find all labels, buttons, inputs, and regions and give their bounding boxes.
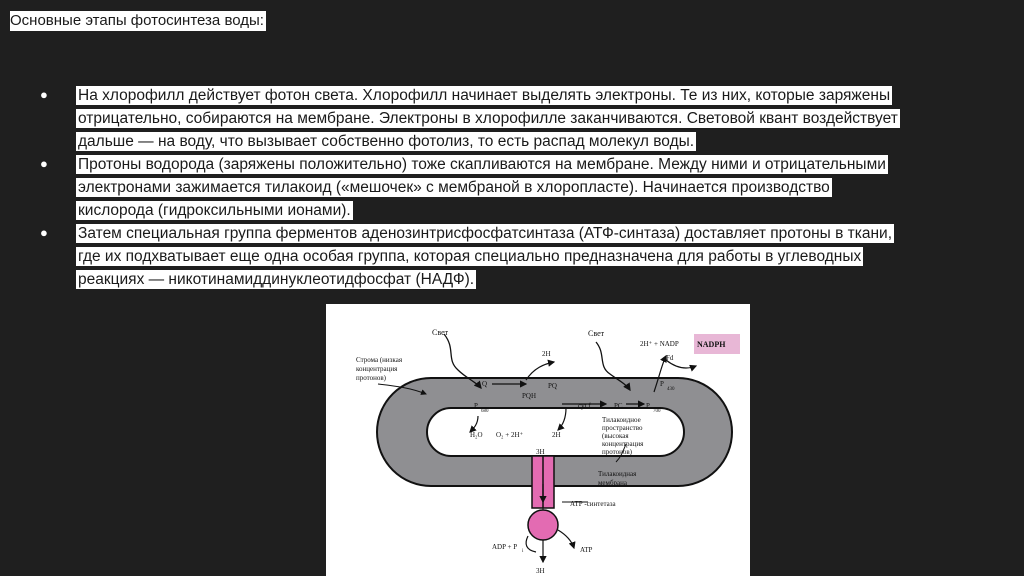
lumen-label-5: протонов) — [602, 448, 633, 456]
h2-inner-label: 2H — [552, 431, 561, 439]
lumen-label: Тилакоидное — [602, 416, 641, 424]
nadp-equation: 2H⁺ + NADP — [640, 340, 679, 348]
q-label: Q — [482, 380, 488, 388]
adp-subscript: i — [522, 549, 524, 554]
lumen-label-3: (высокая — [602, 432, 629, 440]
fd-label: Fd — [666, 354, 674, 362]
nadph2-label: NADPH — [697, 340, 726, 349]
bullet-2-line-3: кислорода (гидроксильными ионами). — [78, 202, 351, 219]
stroma-label-2: концентрация — [356, 365, 398, 373]
p430-label: P — [660, 380, 664, 388]
pq-label: PQ — [548, 382, 557, 390]
membrane-label: Тилакоидная — [598, 470, 637, 478]
slide-title: Основные этапы фотосинтеза воды: — [10, 12, 264, 29]
bullet-item-2 — [30, 155, 990, 224]
h3-bottom-label: 3H — [536, 567, 545, 575]
cyt-label: cyt f — [578, 402, 591, 410]
pqh2-label: PQH — [522, 392, 537, 400]
membrane-label-2: мембрана — [598, 479, 627, 487]
bullet-marker: ● — [40, 87, 48, 102]
light-label-left: Свет — [432, 328, 449, 337]
bullet-marker: ● — [40, 225, 48, 240]
bullet-marker: ● — [40, 156, 48, 171]
bullet-1-line-3: дальше — на воду, что вызывает собственно фотолиз, то есть распад молекул воды. — [78, 133, 695, 150]
bullet-3-line-2: где их подхватывает еще одна особая группа, которая специально предназначена для работы в углеводных — [78, 248, 862, 265]
atp-label: ATP — [580, 546, 593, 554]
bullet-item-3 — [30, 224, 990, 293]
light-label-right: Свет — [588, 329, 605, 338]
bullet-list — [30, 86, 990, 293]
adp-label: ADP + P — [492, 543, 518, 551]
h3-top-label: 3H — [536, 448, 545, 456]
bullet-2-line-1: Протоны водорода (заряжены положительно) тоже скапливаются на мембране. Между ними и отрицательными — [78, 156, 886, 173]
p680-label: P — [474, 402, 478, 410]
atp-synthase-head — [528, 510, 558, 540]
stroma-label-3: протонов) — [356, 374, 387, 382]
lumen-label-4: концентрация — [602, 440, 644, 448]
bullet-2-line-2: электронами зажимается тилакоид («мешочек» с мембраной в хлоропласте). Начинается производство — [78, 179, 830, 196]
p430-subscript: 430 — [667, 387, 675, 392]
stroma-label: Строма (низкая — [356, 356, 403, 364]
o2-label: O₂ + 2H⁺ — [496, 431, 524, 439]
atp-synthase-label: АТР -синтетаза — [570, 500, 616, 508]
bullet-3-line-1: Затем специальная группа ферментов аденозинтрисфосфатсинтаза (АТФ-синтаза) доставляет протоны в ткани, — [78, 225, 893, 242]
bullet-item-1 — [30, 86, 990, 155]
p700-label: P — [646, 402, 650, 410]
p700-subscript: 700 — [653, 409, 661, 414]
photosynthesis-diagram — [326, 304, 750, 576]
h2o-label: H₂O — [470, 431, 483, 439]
p680-subscript: 680 — [481, 409, 489, 414]
h2-top-label: 2H — [542, 350, 551, 358]
bullet-1-line-2: отрицательно, собираются на мембране. Электроны в хлорофилле заканчиваются. Световой квант воздействует — [78, 110, 898, 127]
bullet-3-line-3: реакциях — никотинамиддинуклеотидфосфат (НАДФ). — [78, 271, 475, 288]
lumen-label-2: пространство — [602, 424, 643, 432]
pc-label: PC — [614, 402, 623, 410]
bullet-1-line-1: На хлорофилл действует фотон света. Хлорофилл начинает выделять электроны. Те из них, которые заряжены — [78, 87, 891, 104]
